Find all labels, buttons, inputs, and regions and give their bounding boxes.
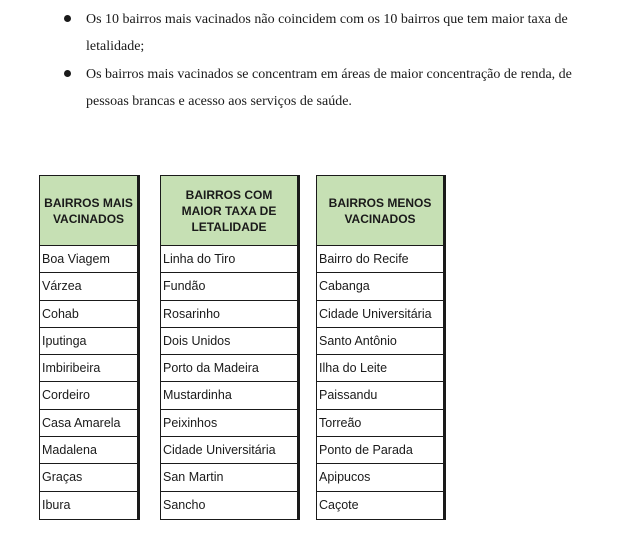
bullet-dot-icon <box>64 15 71 22</box>
table-cell: Cidade Universitária <box>317 301 443 328</box>
table-cell: Cidade Universitária <box>161 437 297 464</box>
table-cell: Madalena <box>40 437 137 464</box>
table-cell: Porto da Madeira <box>161 355 297 382</box>
table-cell: Rosarinho <box>161 301 297 328</box>
table-cell: Ilha do Leite <box>317 355 443 382</box>
bullet-item <box>62 61 617 115</box>
table-cell: Ibura <box>42 497 71 512</box>
bullet-text: Os 10 bairros mais vacinados não coincidem com os 10 bairros que tem maior taxa de letalidade; <box>86 12 568 54</box>
table-cell: Linha do Tiro <box>161 246 297 273</box>
bullet-list <box>62 6 617 116</box>
table-cell: Iputinga <box>40 328 137 355</box>
column-header: BAIRROS MAIS VACINADOS <box>40 176 137 246</box>
table-cell: Ponto de Parada <box>317 437 443 464</box>
table-cell: Imbiribeira <box>40 355 137 382</box>
bullet-text: Os bairros mais vacinados se concentram em áreas de maior concentração de renda, de pessoas brancas e acesso aos serviços de saúde. <box>86 67 572 109</box>
table-cell: Paissandu <box>317 382 443 409</box>
bullet-dot-icon <box>64 70 71 77</box>
table-cell: Apipucos <box>317 464 443 491</box>
table-cell: Cohab <box>40 301 137 328</box>
table-cell: Várzea <box>40 273 137 300</box>
table-cell: Cordeiro <box>40 382 137 409</box>
table-cell: Bairro do Recife <box>317 246 443 273</box>
column-header: BAIRROS MENOS VACINADOS <box>317 176 443 246</box>
table-cell: Graças <box>40 464 137 491</box>
table-cell: Dois Unidos <box>161 328 297 355</box>
table-column-maior-letalidade <box>160 175 300 520</box>
table-column-menos-vacinados <box>316 175 446 520</box>
table-cell: Sancho <box>163 497 206 512</box>
table-cell: Torreão <box>317 410 443 437</box>
bullet-item <box>62 6 617 60</box>
table-cell: Mustardinha <box>161 382 297 409</box>
table-cell: Boa Viagem <box>40 246 137 273</box>
table-cell: Santo Antônio <box>317 328 443 355</box>
table-cell: Caçote <box>319 497 359 512</box>
table-column-mais-vacinados <box>39 175 140 520</box>
table-cell: Peixinhos <box>161 410 297 437</box>
column-header: BAIRROS COM MAIOR TAXA DE LETALIDADE <box>161 176 297 246</box>
table-cell: Cabanga <box>317 273 443 300</box>
table-cell: Casa Amarela <box>40 410 137 437</box>
table-cell: San Martin <box>161 464 297 491</box>
table-cell: Fundão <box>161 273 297 300</box>
